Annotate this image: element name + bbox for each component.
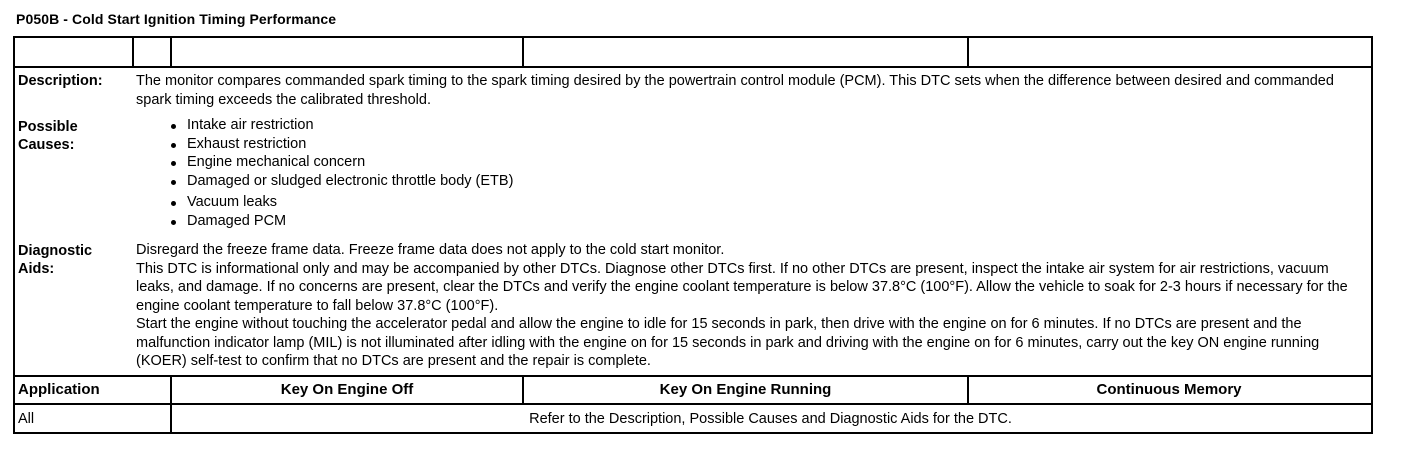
list-item: Intake air restriction <box>165 116 513 135</box>
header-key-on-engine-running: Key On Engine Running <box>659 381 832 398</box>
top-row-divider <box>967 38 969 66</box>
description-label: Description: <box>18 73 103 89</box>
application-value: All <box>18 411 35 427</box>
list-item: Exhaust restriction <box>165 135 513 154</box>
diagnostic-aids-paragraph: Disregard the freeze frame data. Freeze frame data does not apply to the cold start monitor. <box>136 242 725 258</box>
diagnostic-aids-label-line: Diagnostic <box>18 243 93 259</box>
list-item: Engine mechanical concern <box>165 153 513 172</box>
possible-causes-label-line: Possible <box>18 119 78 135</box>
diagnostic-aids-paragraph: Start the engine without touching the accelerator pedal and allow the engine to idle for 15 seconds in park, then drive with the engine on for 6 minutes. If no DTCs are present and the malfunction indicator lamp (MIL) is not illuminated after idling with the engine on for 15 seconds in park and driving with the engine on for 6 minutes, carry out the key ON engine running (KOER) self-test to confirm that no DTCs are present and the repair is complete. <box>136 316 1320 369</box>
list-item: Damaged PCM <box>165 212 513 231</box>
application-note: Refer to the Description, Possible Causes and Diagnostic Aids for the DTC. <box>529 411 1012 427</box>
list-item: Damaged or sludged electronic throttle body (ETB) <box>165 172 513 191</box>
header-continuous-memory: Continuous Memory <box>1096 381 1242 398</box>
top-row-divider <box>132 38 134 66</box>
diagnostic-aids-paragraph: This DTC is informational only and may be accompanied by other DTCs. Diagnose other DTCs first. If no other DTCs are present, inspect the intake air system for air restrictions, vacuum leaks, and damage. If no concerns are present, clear the DTCs and verify the engine coolant temperature is below 37.8°C (100°F). Allow the vehicle to soak for 2-3 hours if necessary for the engine coolant temperature to fall below 37.8°C (100°F). <box>136 260 1348 314</box>
header-key-on-engine-off: Key On Engine Off <box>280 381 414 398</box>
diagnostic-aids-label <box>18 242 92 278</box>
header-application: Application <box>18 381 100 398</box>
top-row-divider <box>170 38 172 66</box>
top-row-divider <box>522 38 524 66</box>
possible-causes-list <box>165 116 513 230</box>
diagnostic-aids-label-line: Aids: <box>18 261 55 277</box>
page-title: P050B - Cold Start Ignition Timing Performance <box>16 11 337 27</box>
list-item: Vacuum leaks <box>165 193 513 212</box>
possible-causes-label-line: Causes: <box>18 137 75 153</box>
description-paragraph: The monitor compares commanded spark timing to the spark timing desired by the powertrain control module (PCM). This DTC sets when the difference between desired and commanded spark timing exceeds the calibrated threshold. <box>136 73 1334 108</box>
possible-causes-label <box>18 118 78 154</box>
dtc-table <box>13 36 1373 434</box>
description-text <box>136 72 1361 109</box>
top-row-bottom-border <box>15 66 1371 68</box>
diagnostic-aids-text <box>136 241 1361 371</box>
